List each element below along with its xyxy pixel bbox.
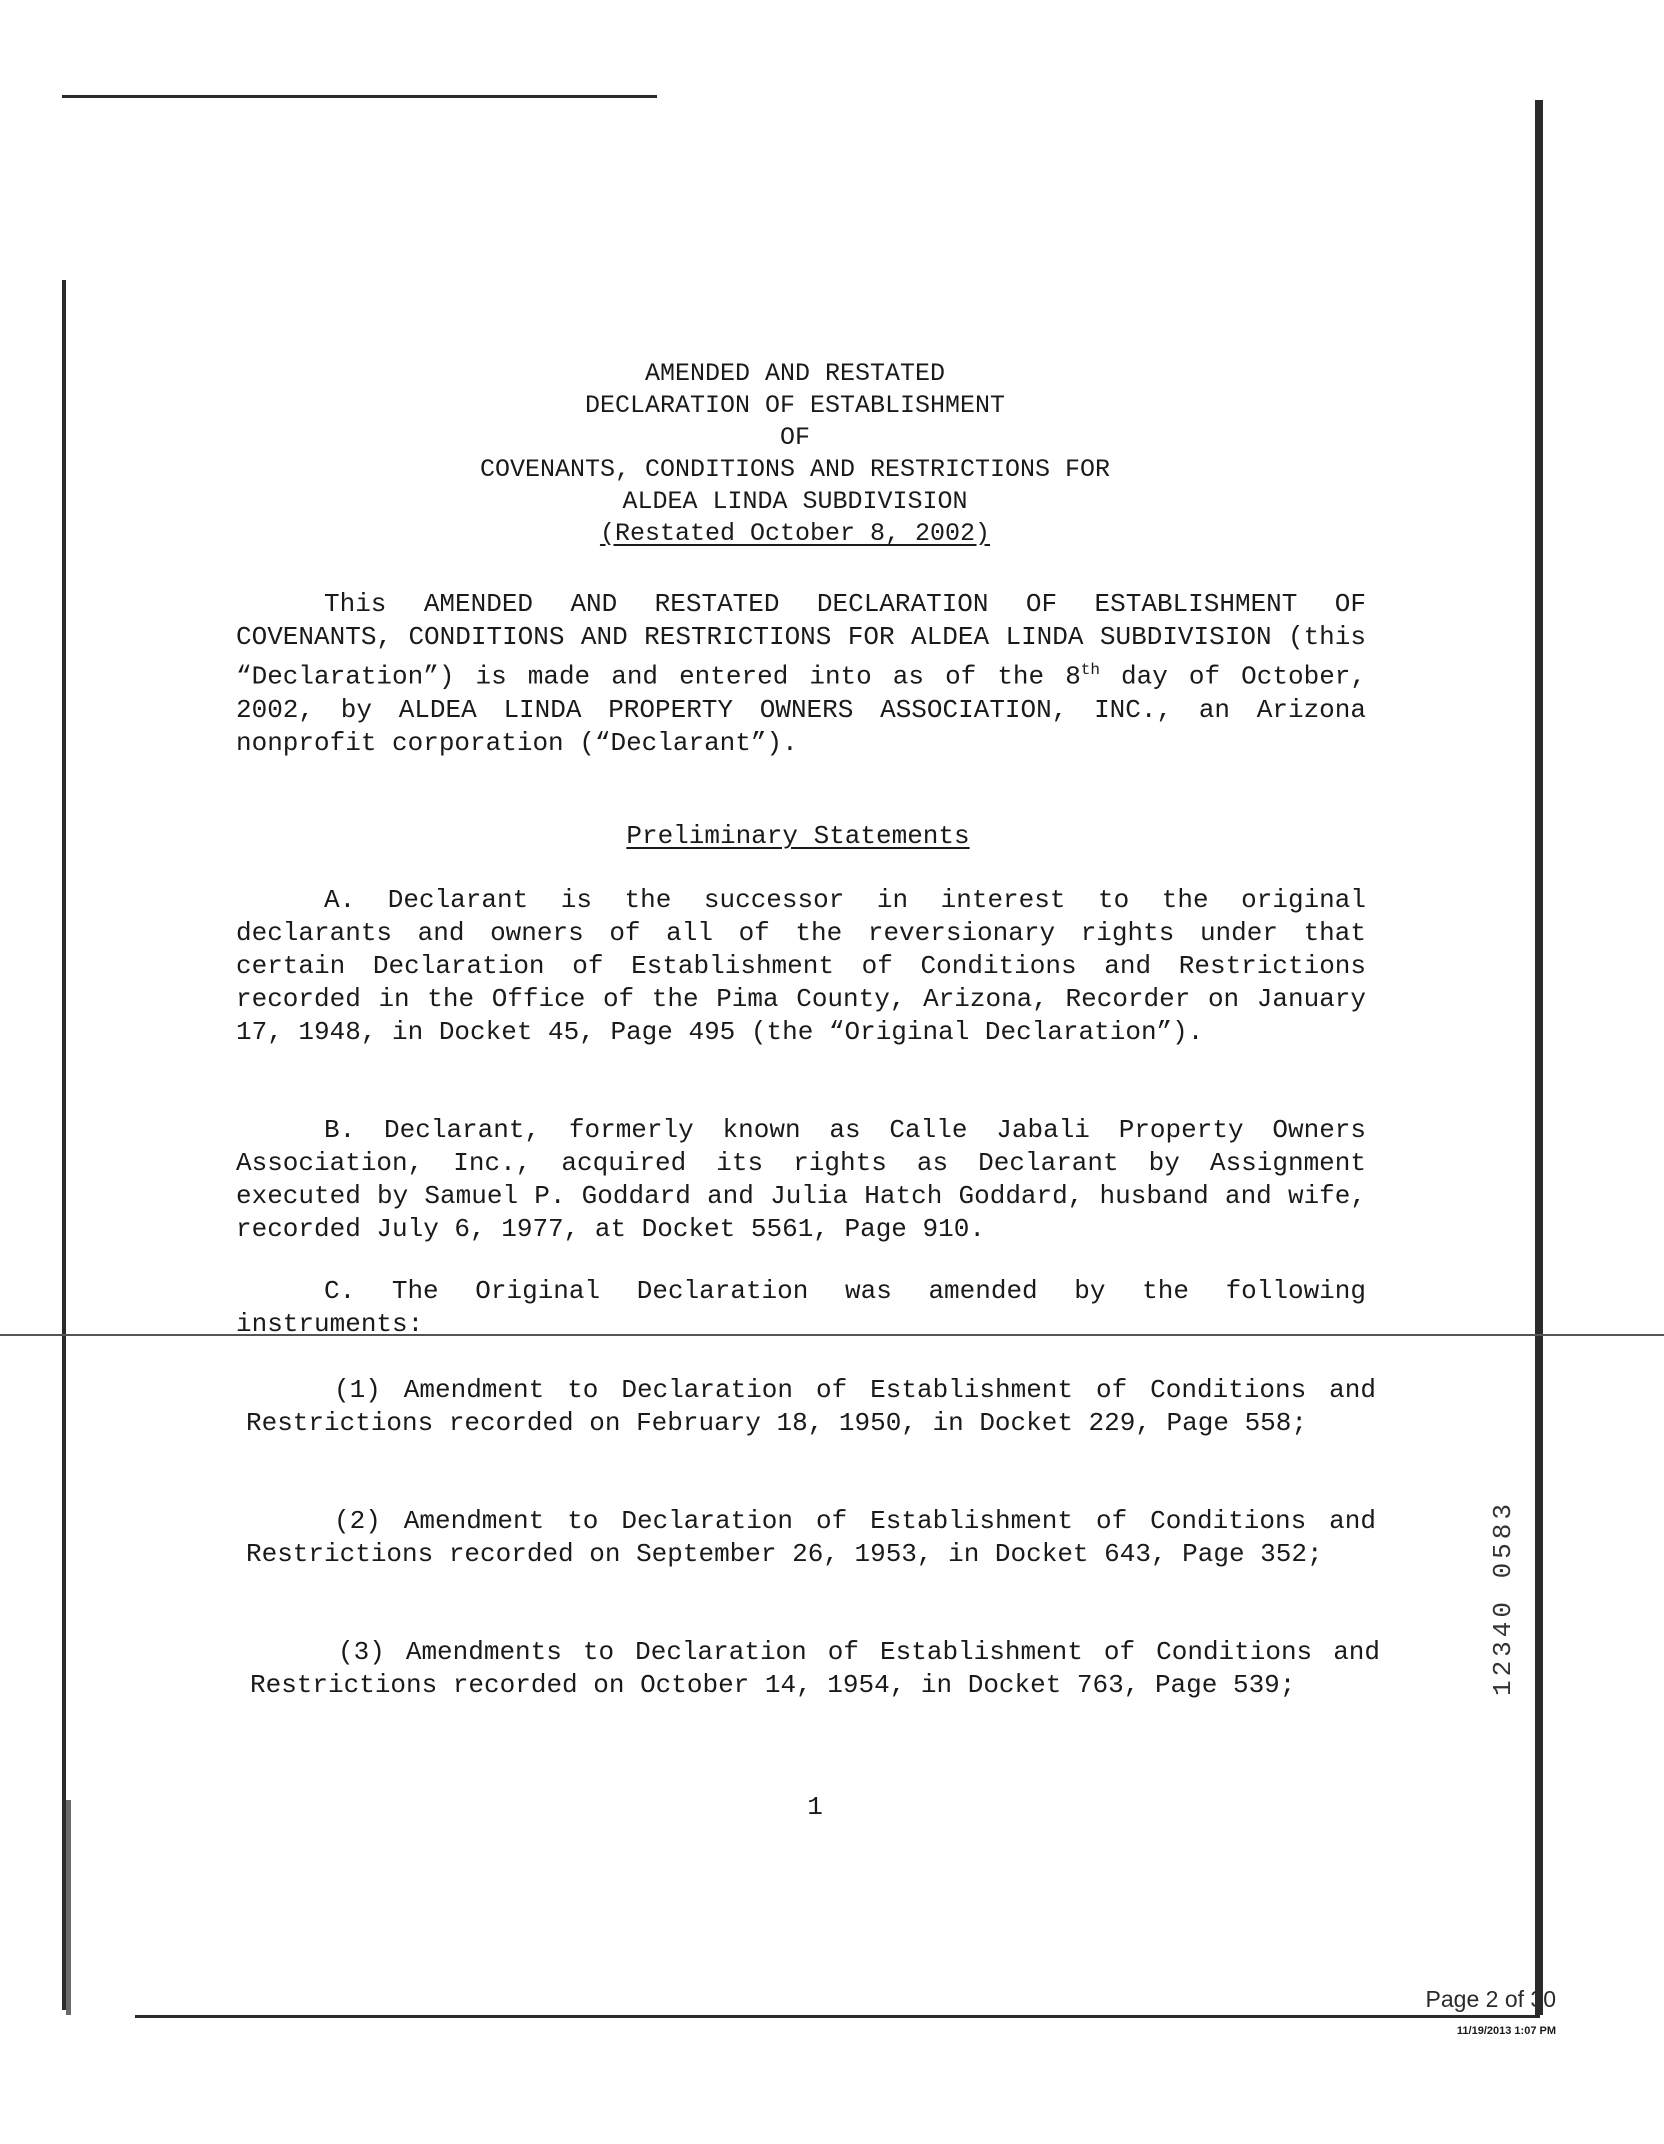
paragraph-a: A. Declarant is the successor in interest to the original declarants and owners of all of the reversionary rights under that certain Declaration of Establishment of Conditions and Restrictions recorded in the Office of the Pima County, Arizona, Recorder on January 17, 1948, in Docket 45, Page 495 (the “Original Declaration”). [236, 885, 1366, 1047]
document-title [0, 358, 1590, 550]
scan-bar-left [66, 1800, 71, 2015]
title-line: AMENDED AND RESTATED [644, 359, 946, 388]
list-item: (1) Amendment to Declaration of Establishment of Conditions and Restrictions recorded on February 18, 1950, in Docket 229, Page 558; [246, 1375, 1376, 1438]
title-line: COVENANTS, CONDITIONS AND RESTRICTIONS FOR [479, 455, 1111, 484]
title-line: OF [779, 423, 810, 452]
list-item: (2) Amendment to Declaration of Establishment of Conditions and Restrictions recorded on September 26, 1953, in Docket 643, Page 352; [246, 1506, 1376, 1569]
list-item: (3) Amendments to Declaration of Establishment of Conditions and Restrictions recorded on October 14, 1954, in Docket 763, Page 539; [250, 1637, 1380, 1700]
footer-timestamp: 11/19/2013 1:07 PM [1456, 2025, 1556, 2037]
footer-page-label: Page 2 of 30 [1425, 1986, 1556, 2012]
intro-paragraph: This AMENDED AND RESTATED DECLARATION OF ESTABLISHMENT OF COVENANTS, CONDITIONS AND RESTRICTIONS FOR ALDEA LINDA SUBDIVISION (this “Declaration”) is made and entered into as of the 8th day of October, 2002, by ALDEA LINDA PROPERTY OWNERS ASSOCIATION, INC., an Arizona nonprofit corporation (“Declarant”). [236, 589, 1366, 758]
page-number: 1 [807, 1792, 823, 1822]
paragraph-c: C. The Original Declaration was amended by the following instruments: [236, 1276, 1366, 1339]
paragraph-b: B. Declarant, formerly known as Calle Jabali Property Owners Association, Inc., acquired its rights as Declarant by Assignment executed by Samuel P. Goddard and Julia Hatch Goddard, husband and wife, recorded July 6, 1977, at Docket 5561, Page 910. [236, 1115, 1366, 1244]
title-line: DECLARATION OF ESTABLISHMENT [584, 391, 1006, 420]
title-line-restated-date: (Restated October 8, 2002) [599, 519, 991, 548]
section-heading: Preliminary Statements [626, 821, 970, 851]
scan-rule-top [62, 95, 657, 98]
scan-rule-bottom [135, 2015, 1540, 2018]
side-recording-number: 12340 0583 [1488, 1500, 1518, 1697]
title-line: ALDEA LINDA SUBDIVISION [622, 487, 968, 516]
